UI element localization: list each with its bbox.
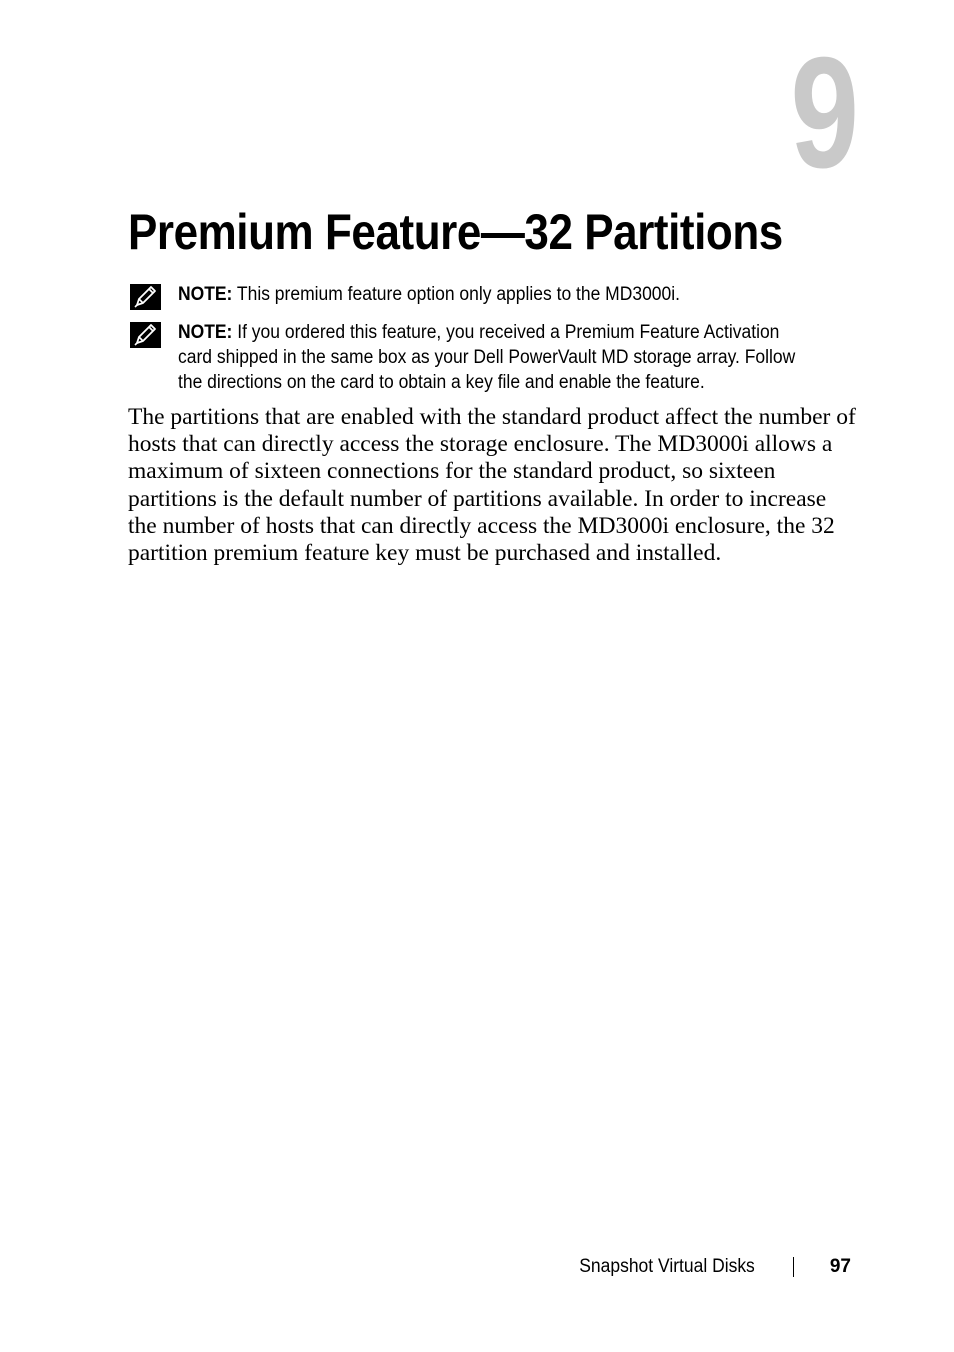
- chapter-number: 9: [790, 25, 856, 201]
- footer-section-title: Snapshot Virtual Disks: [579, 1256, 755, 1277]
- note-body: If you ordered this feature, you received a Premium Feature Activation card shipped in the same box as your Dell PowerVault MD storage array. Follow the directions on the card to obtain a key file and enable the feature.: [178, 322, 796, 393]
- footer-separator: [793, 1257, 794, 1277]
- note-label: NOTE:: [178, 322, 233, 343]
- note-pencil-icon: [130, 322, 161, 348]
- body-paragraph: The partitions that are enabled with the standard product affect the number of hosts that can directly access the storage enclosure. The MD3000i allows a maximum of sixteen connections for the standard product, so sixteen partitions is the default number of partitions available. In order to increase the number of hosts that can directly access the MD3000i enclosure, the 32 partition premium feature key must be purchased and installed.: [128, 404, 856, 567]
- chapter-title: Premium Feature—32 Partitions: [128, 204, 783, 260]
- note-text: [178, 282, 813, 307]
- note-label: NOTE:: [178, 284, 233, 305]
- page-number: 97: [829, 1256, 851, 1277]
- note-text: [178, 320, 813, 395]
- note-body: This premium feature option only applies to the MD3000i.: [236, 284, 680, 305]
- note-pencil-icon: [130, 284, 161, 310]
- page-footer: [564, 1254, 851, 1280]
